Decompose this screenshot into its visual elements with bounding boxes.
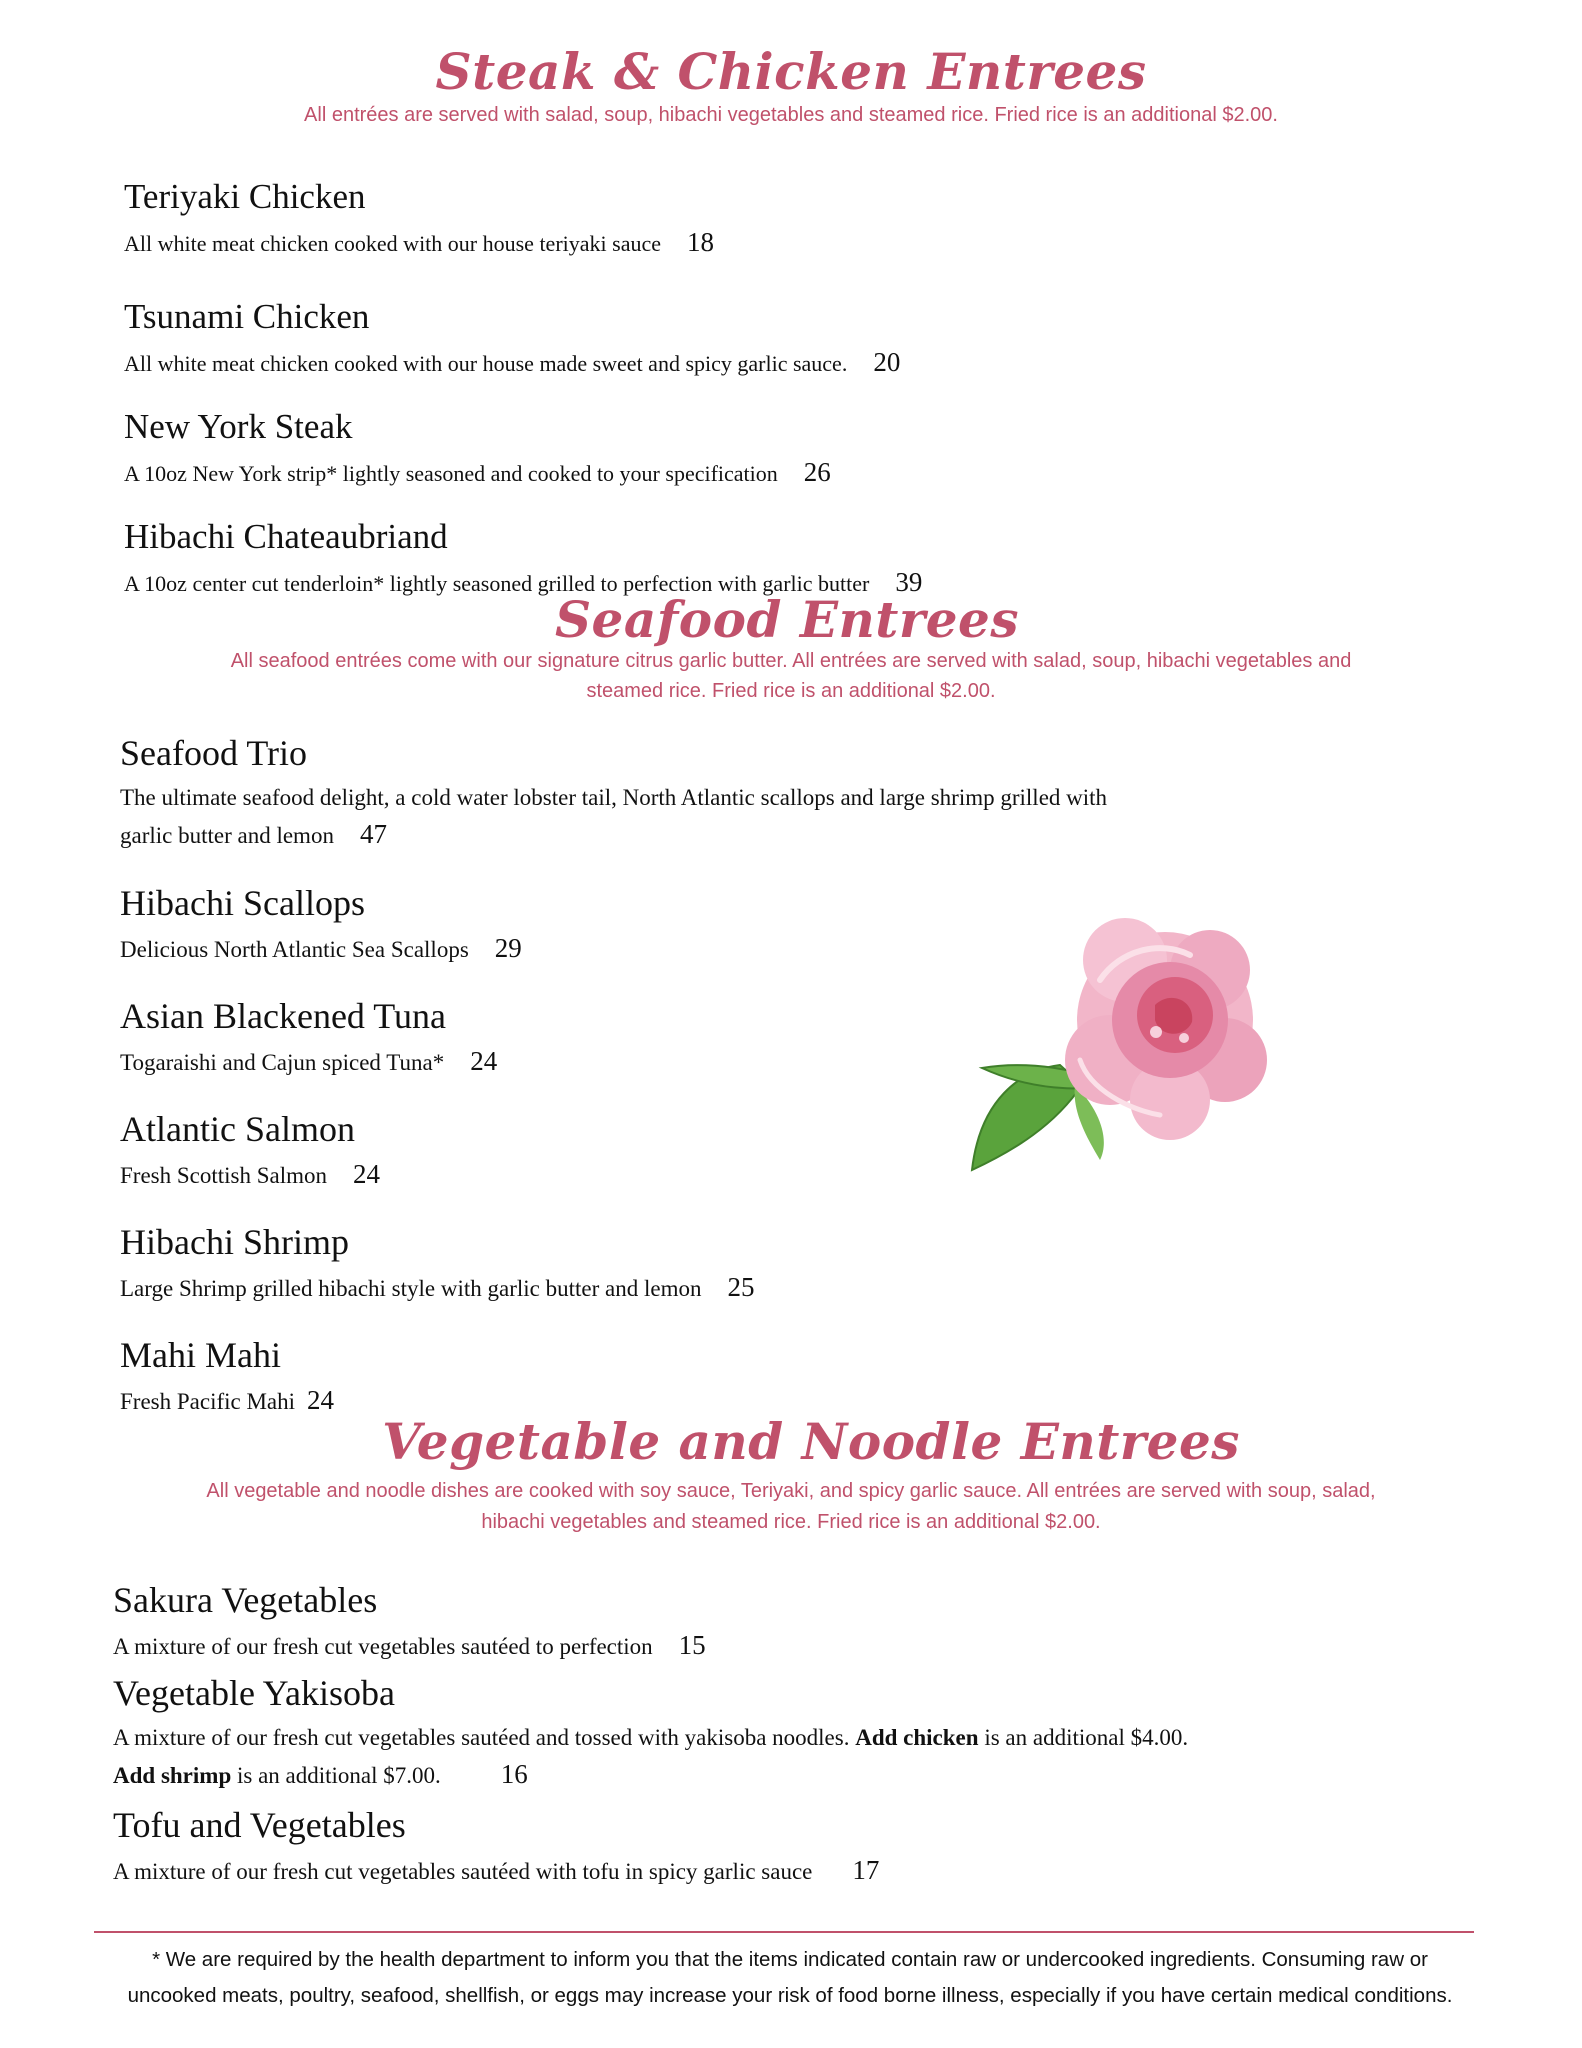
item-name: Tsunami Chicken — [124, 297, 370, 336]
menu-item-tofu-vegetables — [113, 1804, 879, 1890]
add-shrimp-label: Add shrimp — [113, 1763, 232, 1788]
item-price: 47 — [359, 819, 387, 849]
item-description: A 10oz center cut tenderloin* lightly seasoned grilled to perfection with garlic butter 39 — [124, 567, 923, 597]
item-name: Tofu and Vegetables — [113, 1805, 406, 1845]
flower-illustration — [960, 910, 1290, 1200]
item-price: 15 — [678, 1630, 706, 1660]
item-name: Hibachi Chateaubriand — [124, 517, 448, 556]
item-name: Vegetable Yakisoba — [113, 1673, 395, 1713]
item-description: A 10oz New York strip* lightly seasoned and cooked to your specification 26 — [124, 457, 831, 487]
item-name: New York Steak — [124, 407, 353, 446]
item-description: A mixture of our fresh cut vegetables sautéed and tossed with yakisoba noodles. Add chicken is an additional $4.00. Add shrimp is an additional $7.00. 16 — [113, 1725, 1189, 1789]
item-description: All white meat chicken cooked with our house teriyaki sauce 18 — [124, 227, 714, 257]
item-price: 29 — [494, 933, 522, 963]
item-price: 20 — [873, 347, 901, 377]
menu-item-hibachi-shrimp — [120, 1221, 754, 1307]
section-title-seafood: Seafood Entrees — [554, 590, 1020, 649]
menu-item-sakura-vegetables — [113, 1579, 706, 1665]
item-price: 26 — [803, 457, 831, 487]
health-disclaimer: * We are required by the health department to inform you that the items indicated contain raw or undercooked ingredients. Consuming raw or uncooked meats, poultry, seafood, shellfish, or eggs may increase your risk of food borne illness, especially if you have certain medical conditions. — [127, 1948, 1453, 2007]
menu-item-teriyaki-chicken — [124, 176, 714, 262]
section-title-vegetable-noodle: Vegetable and Noodle Entrees — [382, 1412, 1240, 1471]
item-price: 24 — [307, 1385, 335, 1415]
item-price: 24 — [353, 1159, 381, 1189]
menu-item-asian-blackened-tuna — [120, 995, 497, 1081]
footer-divider — [94, 1931, 1474, 1933]
menu-item-new-york-steak — [124, 406, 831, 492]
menu-item-atlantic-salmon — [120, 1108, 380, 1194]
item-name: Sakura Vegetables — [113, 1580, 378, 1620]
item-name: Atlantic Salmon — [120, 1109, 355, 1149]
item-price: 16 — [500, 1759, 528, 1789]
item-description: A mixture of our fresh cut vegetables sautéed with tofu in spicy garlic sauce 17 — [113, 1855, 880, 1885]
menu-item-hibachi-scallops — [120, 882, 522, 968]
item-name: Hibachi Scallops — [120, 883, 365, 923]
item-description: Large Shrimp grilled hibachi style with garlic butter and lemon 25 — [120, 1272, 755, 1302]
add-chicken-label: Add chicken — [855, 1725, 979, 1750]
item-price: 39 — [895, 567, 923, 597]
menu-item-mahi-mahi — [120, 1334, 334, 1420]
menu-item-vegetable-yakisoba — [113, 1672, 1188, 1794]
item-price: 24 — [470, 1046, 498, 1076]
section-note-steak-chicken: All entrées are served with salad, soup, hibachi vegetables and steamed rice. Fried rice is an additional $2.00. — [304, 104, 1278, 126]
item-description: Fresh Scottish Salmon 24 — [120, 1159, 381, 1189]
item-description: All white meat chicken cooked with our house made sweet and spicy garlic sauce. 20 — [124, 347, 901, 377]
section-note-vegetable-noodle: All vegetable and noodle dishes are cooked with soy sauce, Teriyaki, and spicy garlic sauce. All entrées are served with soup, salad, hibachi vegetables and steamed rice. Fried rice is an additional $2.00. — [206, 1480, 1376, 1533]
item-name: Mahi Mahi — [120, 1335, 281, 1375]
menu-item-tsunami-chicken — [124, 296, 900, 382]
menu-item-seafood-trio — [120, 732, 1107, 854]
item-description: Fresh Pacific Mahi 24 — [120, 1385, 335, 1415]
item-price: 17 — [852, 1855, 880, 1885]
item-name: Teriyaki Chicken — [124, 177, 366, 216]
item-name: Asian Blackened Tuna — [120, 996, 446, 1036]
item-name: Hibachi Shrimp — [120, 1222, 349, 1262]
section-title-steak-chicken: Steak & Chicken Entrees — [435, 42, 1147, 101]
item-description: A mixture of our fresh cut vegetables sautéed to perfection 15 — [113, 1630, 706, 1660]
item-name: Seafood Trio — [120, 733, 308, 773]
item-description: The ultimate seafood delight, a cold water lobster tail, North Atlantic scallops and large shrimp grilled with garlic butter and lemon 47 — [120, 785, 1108, 849]
item-description: Togaraishi and Cajun spiced Tuna* 24 — [120, 1046, 498, 1076]
section-note-seafood: All seafood entrées come with our signature citrus garlic butter. All entrées are served with salad, soup, hibachi vegetables and steamed rice. Fried rice is an additional $2.00. — [230, 650, 1352, 702]
item-price: 18 — [687, 227, 714, 257]
item-description: Delicious North Atlantic Sea Scallops 29 — [120, 933, 522, 963]
item-price: 25 — [727, 1272, 755, 1302]
